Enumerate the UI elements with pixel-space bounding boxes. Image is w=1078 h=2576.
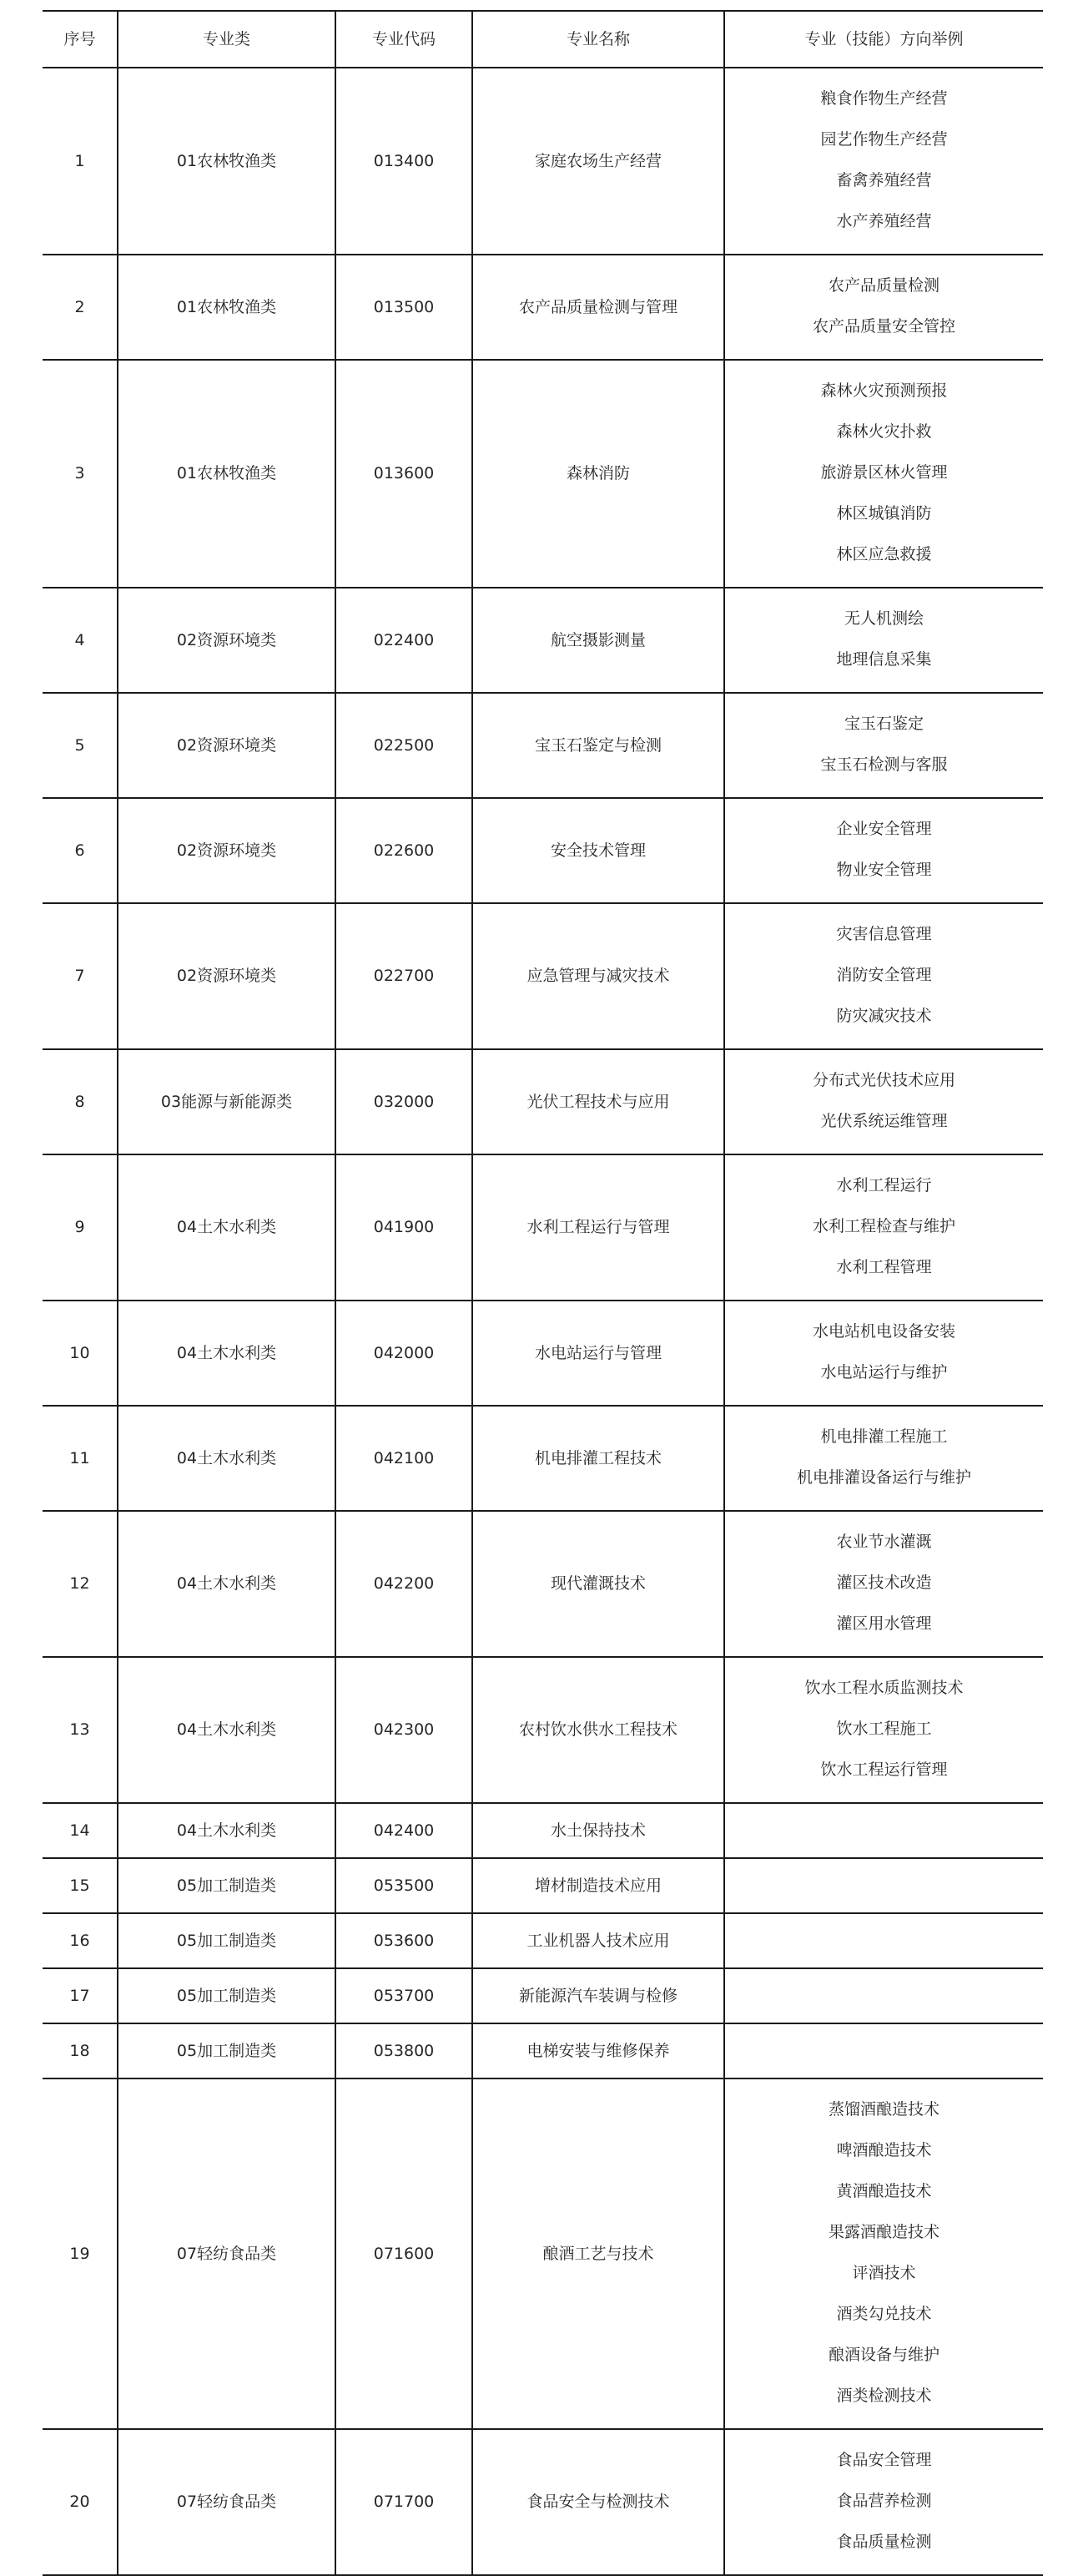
direction-item: 地理信息采集 xyxy=(836,650,932,669)
table-row xyxy=(43,798,1043,903)
direction-item: 旅游景区林火管理 xyxy=(820,463,948,482)
row-code: 042300 xyxy=(335,1657,472,1803)
direction-item: 消防安全管理 xyxy=(836,966,932,984)
direction-item: 酒类检测技术 xyxy=(836,2387,932,2405)
row-category: 01农林牧渔类 xyxy=(118,360,335,588)
row-directions xyxy=(724,588,1043,693)
direction-item: 食品安全管理 xyxy=(836,2451,932,2469)
header-no: 序号 xyxy=(43,11,118,68)
direction-item: 森林火灾扑救 xyxy=(836,422,932,441)
row-code: 032000 xyxy=(335,1049,472,1154)
direction-item: 食品营养检测 xyxy=(836,2492,932,2510)
row-category: 04土木水利类 xyxy=(118,1803,335,1858)
row-category: 07轻纺食品类 xyxy=(118,2429,335,2575)
header-name: 专业名称 xyxy=(472,11,724,68)
direction-item: 食品质量检测 xyxy=(836,2533,932,2551)
row-directions xyxy=(724,68,1043,255)
direction-item: 分布式光伏技术应用 xyxy=(812,1071,955,1089)
row-code: 042200 xyxy=(335,1511,472,1657)
row-directions xyxy=(724,903,1043,1049)
row-number: 11 xyxy=(43,1406,118,1511)
direction-item: 宝玉石鉴定 xyxy=(844,715,924,733)
row-code: 071700 xyxy=(335,2429,472,2575)
row-code: 022700 xyxy=(335,903,472,1049)
row-number: 3 xyxy=(43,360,118,588)
table-row xyxy=(43,1406,1043,1511)
table-row xyxy=(43,1049,1043,1154)
direction-item: 酿酒设备与维护 xyxy=(828,2346,939,2364)
row-category: 04土木水利类 xyxy=(118,1301,335,1406)
row-code: 053600 xyxy=(335,1913,472,1968)
row-code: 022500 xyxy=(335,693,472,798)
direction-item: 水电站机电设备安装 xyxy=(812,1322,955,1341)
row-category: 02资源环境类 xyxy=(118,798,335,903)
row-directions xyxy=(724,1154,1043,1301)
row-major-name: 水土保持技术 xyxy=(472,1803,724,1858)
row-number: 2 xyxy=(43,255,118,360)
table-row xyxy=(43,2023,1043,2078)
direction-item: 农产品质量检测 xyxy=(828,276,939,295)
direction-item: 蒸馏酒酿造技术 xyxy=(828,2100,939,2119)
table-row xyxy=(43,1511,1043,1657)
row-number: 1 xyxy=(43,68,118,255)
row-major-name: 光伏工程技术与应用 xyxy=(472,1049,724,1154)
direction-item: 无人机测绘 xyxy=(844,609,924,628)
direction-item: 饮水工程施工 xyxy=(836,1720,932,1738)
table-row xyxy=(43,2429,1043,2575)
table-header-row xyxy=(43,11,1043,68)
row-number: 7 xyxy=(43,903,118,1049)
row-major-name: 农村饮水供水工程技术 xyxy=(472,1657,724,1803)
direction-item: 粮食作物生产经营 xyxy=(820,89,948,108)
row-directions xyxy=(724,1657,1043,1803)
header-code: 专业代码 xyxy=(335,11,472,68)
table-row xyxy=(43,1301,1043,1406)
row-category: 07轻纺食品类 xyxy=(118,2078,335,2429)
row-number: 20 xyxy=(43,2429,118,2575)
direction-item: 黄酒酿造技术 xyxy=(836,2182,932,2200)
row-category: 01农林牧渔类 xyxy=(118,255,335,360)
row-number: 4 xyxy=(43,588,118,693)
row-major-name: 农产品质量检测与管理 xyxy=(472,255,724,360)
direction-item: 评酒技术 xyxy=(852,2264,916,2282)
row-number: 6 xyxy=(43,798,118,903)
direction-item: 水利工程管理 xyxy=(836,1258,932,1276)
row-category: 05加工制造类 xyxy=(118,1968,335,2023)
direction-item: 畜禽养殖经营 xyxy=(836,171,932,189)
row-category: 04土木水利类 xyxy=(118,1154,335,1301)
row-directions xyxy=(724,1406,1043,1511)
row-category: 04土木水利类 xyxy=(118,1511,335,1657)
row-directions xyxy=(724,1301,1043,1406)
row-major-name: 安全技术管理 xyxy=(472,798,724,903)
row-directions xyxy=(724,798,1043,903)
header-category: 专业类 xyxy=(118,11,335,68)
table-row xyxy=(43,1803,1043,1858)
row-directions xyxy=(724,1511,1043,1657)
row-major-name: 电梯安装与维修保养 xyxy=(472,2023,724,2078)
table-row xyxy=(43,1657,1043,1803)
table-row xyxy=(43,693,1043,798)
row-major-name: 应急管理与减灾技术 xyxy=(472,903,724,1049)
row-major-name: 现代灌溉技术 xyxy=(472,1511,724,1657)
row-code: 053700 xyxy=(335,1968,472,2023)
row-major-name: 机电排灌工程技术 xyxy=(472,1406,724,1511)
direction-item: 饮水工程运行管理 xyxy=(820,1760,948,1779)
direction-item: 防灾减灾技术 xyxy=(836,1007,932,1025)
direction-item: 水利工程运行 xyxy=(836,1176,932,1195)
row-code: 042100 xyxy=(335,1406,472,1511)
row-number: 12 xyxy=(43,1511,118,1657)
row-directions xyxy=(724,1858,1043,1913)
row-code: 013500 xyxy=(335,255,472,360)
table-row xyxy=(43,255,1043,360)
row-number: 16 xyxy=(43,1913,118,1968)
row-number: 15 xyxy=(43,1858,118,1913)
row-major-name: 食品安全与检测技术 xyxy=(472,2429,724,2575)
direction-item: 灌区技术改造 xyxy=(836,1573,932,1592)
direction-item: 园艺作物生产经营 xyxy=(820,130,948,149)
row-category: 05加工制造类 xyxy=(118,1858,335,1913)
direction-item: 机电排灌设备运行与维护 xyxy=(796,1468,971,1487)
direction-item: 饮水工程水质监测技术 xyxy=(804,1679,964,1697)
row-code: 041900 xyxy=(335,1154,472,1301)
direction-item: 光伏系统运维管理 xyxy=(820,1112,948,1130)
row-directions xyxy=(724,2429,1043,2575)
direction-item: 林区城镇消防 xyxy=(836,504,932,523)
row-category: 03能源与新能源类 xyxy=(118,1049,335,1154)
direction-item: 啤酒酿造技术 xyxy=(836,2141,932,2159)
row-major-name: 水电站运行与管理 xyxy=(472,1301,724,1406)
majors-table xyxy=(43,10,1043,2576)
row-number: 10 xyxy=(43,1301,118,1406)
direction-item: 物业安全管理 xyxy=(836,861,932,879)
row-number: 18 xyxy=(43,2023,118,2078)
row-number: 19 xyxy=(43,2078,118,2429)
row-category: 02资源环境类 xyxy=(118,693,335,798)
row-directions xyxy=(724,1049,1043,1154)
table-row xyxy=(43,1154,1043,1301)
row-category: 05加工制造类 xyxy=(118,1913,335,1968)
table-body xyxy=(43,68,1043,2575)
row-major-name: 增材制造技术应用 xyxy=(472,1858,724,1913)
direction-item: 农产品质量安全管控 xyxy=(812,317,955,336)
row-category: 04土木水利类 xyxy=(118,1406,335,1511)
row-number: 8 xyxy=(43,1049,118,1154)
row-major-name: 工业机器人技术应用 xyxy=(472,1913,724,1968)
row-code: 042000 xyxy=(335,1301,472,1406)
header-directions: 专业（技能）方向举例 xyxy=(724,11,1043,68)
table-row xyxy=(43,903,1043,1049)
row-number: 5 xyxy=(43,693,118,798)
row-code: 053800 xyxy=(335,2023,472,2078)
row-number: 14 xyxy=(43,1803,118,1858)
table-row xyxy=(43,1968,1043,2023)
row-major-name: 新能源汽车装调与检修 xyxy=(472,1968,724,2023)
row-code: 013400 xyxy=(335,68,472,255)
table-row xyxy=(43,588,1043,693)
row-category: 02资源环境类 xyxy=(118,903,335,1049)
direction-item: 水电站运行与维护 xyxy=(820,1363,948,1381)
row-code: 071600 xyxy=(335,2078,472,2429)
direction-item: 企业安全管理 xyxy=(836,820,932,838)
table-row xyxy=(43,360,1043,588)
row-directions xyxy=(724,1803,1043,1858)
row-directions xyxy=(724,2078,1043,2429)
row-directions xyxy=(724,1968,1043,2023)
direction-item: 酒类勾兑技术 xyxy=(836,2305,932,2323)
row-category: 02资源环境类 xyxy=(118,588,335,693)
row-directions xyxy=(724,1913,1043,1968)
row-code: 022600 xyxy=(335,798,472,903)
row-major-name: 森林消防 xyxy=(472,360,724,588)
direction-item: 水产养殖经营 xyxy=(836,212,932,230)
row-directions xyxy=(724,360,1043,588)
row-code: 053500 xyxy=(335,1858,472,1913)
direction-item: 灌区用水管理 xyxy=(836,1614,932,1633)
row-major-name: 酿酒工艺与技术 xyxy=(472,2078,724,2429)
direction-item: 林区应急救援 xyxy=(836,545,932,563)
direction-item: 灾害信息管理 xyxy=(836,925,932,943)
row-major-name: 航空摄影测量 xyxy=(472,588,724,693)
row-directions xyxy=(724,693,1043,798)
row-directions xyxy=(724,255,1043,360)
row-code: 042400 xyxy=(335,1803,472,1858)
direction-item: 水利工程检查与维护 xyxy=(812,1217,955,1235)
table-row xyxy=(43,1913,1043,1968)
row-code: 022400 xyxy=(335,588,472,693)
row-category: 05加工制造类 xyxy=(118,2023,335,2078)
row-number: 13 xyxy=(43,1657,118,1803)
row-code: 013600 xyxy=(335,360,472,588)
row-category: 01农林牧渔类 xyxy=(118,68,335,255)
row-number: 17 xyxy=(43,1968,118,2023)
direction-item: 宝玉石检测与客服 xyxy=(820,755,948,774)
row-number: 9 xyxy=(43,1154,118,1301)
row-major-name: 宝玉石鉴定与检测 xyxy=(472,693,724,798)
row-major-name: 水利工程运行与管理 xyxy=(472,1154,724,1301)
table-row xyxy=(43,2078,1043,2429)
row-directions xyxy=(724,2023,1043,2078)
table-row xyxy=(43,68,1043,255)
row-category: 04土木水利类 xyxy=(118,1657,335,1803)
direction-item: 机电排灌工程施工 xyxy=(820,1427,948,1446)
direction-item: 农业节水灌溉 xyxy=(836,1533,932,1551)
direction-item: 森林火灾预测预报 xyxy=(820,381,948,400)
row-major-name: 家庭农场生产经营 xyxy=(472,68,724,255)
direction-item: 果露酒酿造技术 xyxy=(828,2223,939,2241)
table-row xyxy=(43,1858,1043,1913)
